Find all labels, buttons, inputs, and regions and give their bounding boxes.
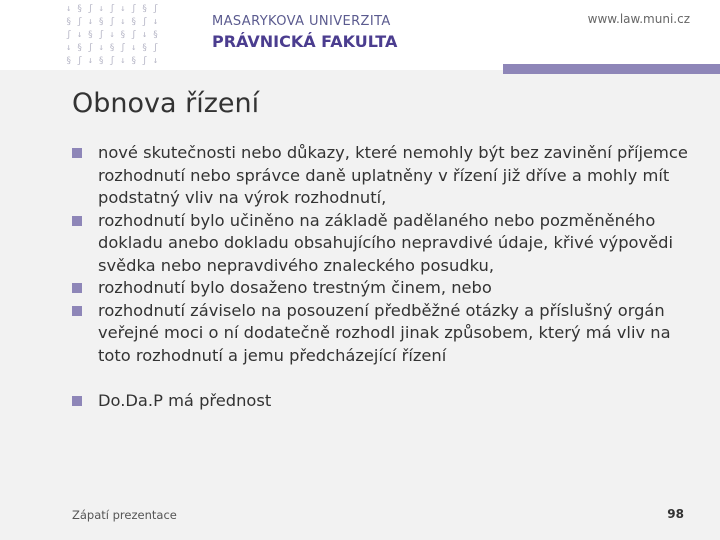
university-name: MASARYKOVA UNIVERZITA [212, 14, 391, 29]
bullet-text: rozhodnutí záviselo na posouzení předběžné otázky a příslušný orgán veřejné moci o ní dodatečně rozhodl jinak způsobem, který má vliv na toto rozhodnutí a jemu předcházející řízení [98, 300, 671, 365]
svg-text:§ ʃ ↓ § ʃ ↓ § ʃ ↓: § ʃ ↓ § ʃ ↓ § ʃ ↓ [66, 17, 159, 27]
footer-text: Zápatí prezentace [72, 508, 177, 522]
bullet-square-icon [72, 216, 82, 226]
svg-text:ʃ ↓ § ʃ ↓ § ʃ ↓ §: ʃ ↓ § ʃ ↓ § ʃ ↓ § [66, 30, 159, 40]
bullet-text: Do.Da.P má přednost [98, 391, 272, 410]
bullet-square-icon [72, 396, 82, 406]
slide-header [0, 0, 720, 70]
svg-text:↓ § ʃ ↓ ʃ ↓ ʃ § ʃ: ↓ § ʃ ↓ ʃ ↓ ʃ § ʃ [66, 4, 159, 14]
bullet-spacer [72, 367, 692, 390]
bullet-item [72, 277, 692, 300]
university-logo-icon [66, 2, 182, 68]
bullet-item [72, 390, 692, 413]
slide-title: Obnova řízení [72, 88, 260, 119]
header-accent-bar [503, 64, 720, 74]
bullet-square-icon [72, 148, 82, 158]
site-url[interactable]: www.law.muni.cz [587, 12, 690, 26]
bullet-text: rozhodnutí bylo učiněno na základě padělaného nebo pozměněného dokladu anebo dokladu obsahujícího nepravdivé údaje, křivé výpovědi svědka nebo nepravdivého znaleckého posudku, [98, 210, 673, 275]
faculty-name: PRÁVNICKÁ FAKULTA [212, 32, 398, 51]
svg-text:§ ʃ ↓ § ʃ ↓ § ʃ ↓: § ʃ ↓ § ʃ ↓ § ʃ ↓ [66, 56, 159, 66]
bullet-item [72, 142, 692, 210]
page-number: 98 [667, 507, 684, 521]
bullet-text: nové skutečnosti nebo důkazy, které nemohly být bez zavinění příjemce rozhodnutí nebo správce daně uplatněny v řízení již dříve a mohly mít podstatný vliv na výrok rozhodnutí, [98, 143, 688, 207]
bullet-item [72, 300, 692, 368]
bullet-square-icon [72, 283, 82, 293]
bullet-item [72, 210, 692, 278]
slide-body [72, 142, 692, 413]
svg-text:↓ § ʃ ↓ § ʃ ↓ § ʃ: ↓ § ʃ ↓ § ʃ ↓ § ʃ [66, 43, 159, 53]
bullet-square-icon [72, 306, 82, 316]
bullet-text: rozhodnutí bylo dosaženo trestným činem, nebo [98, 278, 492, 297]
